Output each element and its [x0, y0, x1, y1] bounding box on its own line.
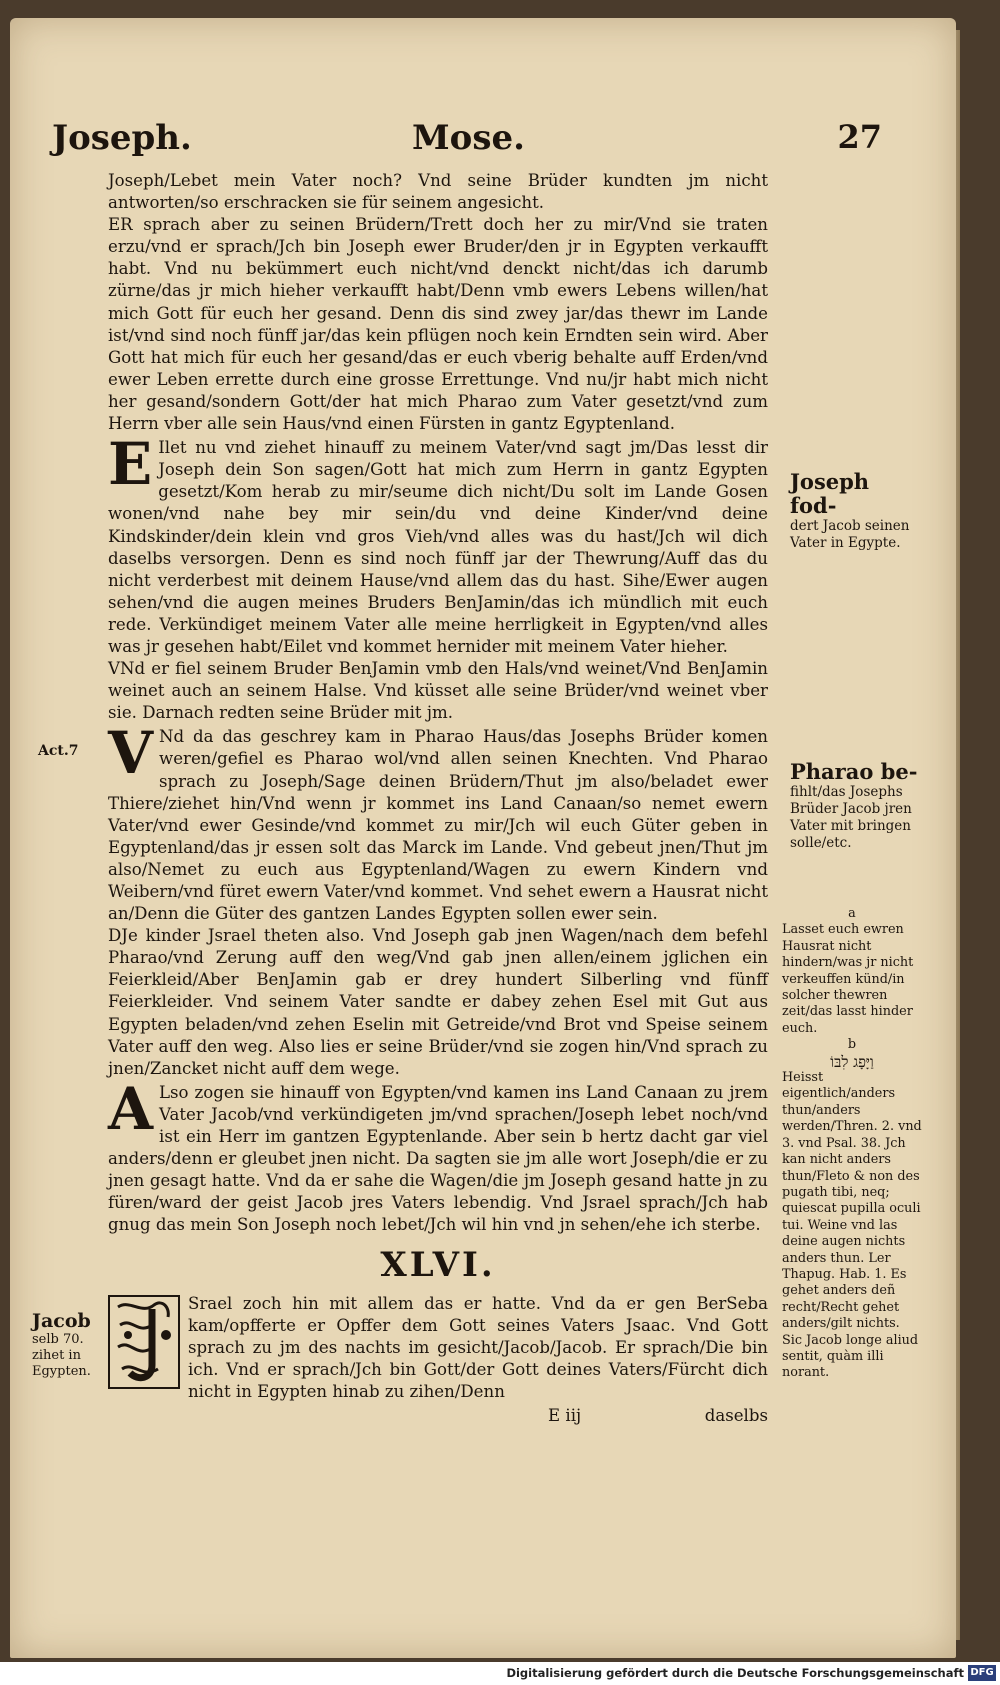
initial-letter: V: [108, 719, 154, 788]
paragraph: VNd er fiel seinem Bruder BenJamin vmb den Hals/vnd weinet/Vnd BenJamin weinet auch an seinem Halse. Vnd küsset alle seine Brüder/vnd weinet vber sie. Darnach redten seine Brüder mit jm.: [108, 659, 768, 723]
chapter-heading: XLVI.: [380, 1244, 496, 1285]
paragraph-text: Ilet nu vnd ziehet hinauff zu meinem Vater/vnd sagt jm/Das lesst dir Joseph dein Son sagen/Gott hat mich zum Herrn in gantz Egypten gesetzt/Kom herab zu mir/seume dich nicht/Du solt im Lande Gosen wonen/vnd nahe bey mir sein/du vnd deine Kinder/vnd deine Kindskinder/dein klein vnd gros Vieh/vnd alles was du hast/Jch wil dich daselbs versorgen. Denn es sind noch fünff jar der Thewrung/Auff das du nicht verderbest mit deinem Hause/vnd allem das du hast. Sihe/Ewer augen sehen/vnd die augen meines Bruders BenJamin/das ich mündlich mit euch rede. Verkündiget meinem Vater alle meine herrligkeit in Egypten/vnd alles was jr gesehen habt/Eilet vnd kommet hernider mit meinem Vater hieher.: [108, 438, 768, 656]
footer-credit: Digitalisierung gefördert durch die Deutsche Forschungsgemeinschaft: [506, 1666, 964, 1680]
paragraph-text: Lso zogen sie hinauff von Egypten/vnd kamen ins Land Canaan zu jrem Vater Jacob/vnd verkündigeten jm/vnd sprachen/Joseph lebet noch/vnd ist ein Herr im gantzen Egyptenlande. Aber sein b hertz dacht gar viel anders/denn er gleubet jnen nicht. Da sagten sie jm alle wort Joseph/die er zu jnen gesagt hatte. Vnd da er sahe die Wagen/die jm Joseph gesand hatte jn zu füren/ward der geist Jacob jres Vaters lebendig. Vnd Jsrael sprach/Jch hab gnug das mein Son Joseph noch lebet/Jch wil hin vnd jn sehen/ehe ich sterbe.: [108, 1082, 768, 1235]
paragraph: [108, 430, 768, 658]
margin-note-jacob: [32, 1310, 104, 1380]
signature-mark: E iij: [548, 1405, 582, 1425]
margin-note-pharao: [790, 760, 918, 852]
gloss-marker: a: [848, 906, 856, 921]
paragraph-text: Nd da das geschrey kam in Pharao Haus/das Josephs Brüder komen weren/gefiel es Pharao wol/vnd allen seinen Knechten. Vnd Pharao sprach zu Joseph/Sage deinen Brüdern/Thut jm also/beladet ewer Thiere/ziehet hin/Vnd wenn jr kommet ins Land Canaan/so nemet ewern Vater/vnd ewer Gesinde/vnd kommet zu mir/Jch wil euch Güter geben in Egyptenland/das jr essen solt das Marck im Lande. Vnd gebeut jnen/Thut jm also/Nemet zu euch aus Egyptenland/Wagen zu ewern Kindern vnd Weibern/vnd füret ewern Vater/vnd kommet. Vnd sehet ewern a Hausrat nicht an/Denn die Güter des gantzen Landes Egypten sollen ewer sein.: [108, 727, 768, 924]
running-head-center: Mose.: [412, 118, 525, 158]
paragraph: ER sprach aber zu seinen Brüdern/Trett doch her zu mir/Vnd sie traten erzu/vnd er sprach/Jch bin Joseph ewer Bruder/den jr in Egypten verkaufft habt. Vnd nu bekümmert euch nicht/vnd denckt nicht/das ich darumb zürne/das jr mich hieher verkaufft habt/Denn vmb ewers Lebens willen/hat mich Gott für euch her gesand. Denn dis sind zwey jar/das thewr im Lande ist/vnd sind noch fünff jar/das kein pflügen noch kein Erndten sein wird. Aber Gott hat mich für euch her gesand/das er euch vberig behalte auff Erden/vnd ewer Leben errette durch eine grosse Errettunge. Vnd nu/jr habt mich nicht her gesand/sondern Gott/der hat mich Pharao zum Vater gesetzt/vnd zum Herrn vber alle sein Haus/vnd einen Fürsten in gantz Egyptenland.: [108, 215, 768, 434]
paragraph-text: Srael zoch hin mit allem das er hatte. Vnd da er gen BerSeba kam/opfferte er Opffer dem Gott seines Vaters Jsaac. Vnd Gott sprach zu jm des nachts im gesicht/Jacob/Jacob. Er sprach/Die bin ich. Vnd er sprach/Jch bin Gott/der Gott deines Vaters/Fürcht dich nicht in Egypten hinab zu zihen/Denn: [188, 1293, 768, 1401]
margin-note-act-ref: Act.7: [38, 743, 79, 759]
initial-letter: A: [108, 1074, 154, 1143]
hebrew-text: וַיָּפָג לִבּוֹ: [830, 1052, 874, 1071]
gloss-marker: b: [847, 1037, 857, 1053]
page-number: 27: [837, 118, 882, 156]
margin-note-text: dert Jacob seinen Vater in Egypte.: [790, 518, 910, 551]
ornamental-initial-j-icon: [108, 1295, 180, 1389]
digitization-footer: [0, 1662, 1000, 1685]
initial-letter: E: [108, 430, 153, 499]
margin-note-heading: Joseph fod-: [790, 469, 870, 518]
running-head-left: Joseph.: [52, 118, 192, 158]
paragraph: DJe kinder Jsrael theten also. Vnd Joseph gab jnen Wagen/nach dem befehl Pharao/vnd Zerung auff den weg/Vnd gab jnen allen/einem jglichen ein Feierkleid/Aber BenJamin gab er drey hundert Silberling vnd fünff Feierkleider. Vnd seinem Vater sandte er dabey zehen Esel mit Gut aus Egypten beladen/vnd zehen Eselin mit Getreide/vnd Brot vnd Speise seinem Vater auff den weg. Also lies er seine Brüder/vnd sie zogen hin/Vnd sprach zu jnen/Zancket nicht auff dem wege.: [108, 926, 768, 1078]
catchword: daselbs: [704, 1405, 768, 1425]
margin-note-heading: Jacob: [32, 1310, 91, 1332]
paragraph: [108, 719, 768, 925]
margin-note-heading: Pharao be-: [790, 759, 918, 784]
main-text-column: [108, 170, 768, 1429]
paragraph: [108, 1074, 768, 1237]
margin-note-gloss: [782, 906, 922, 1382]
dfg-logo: DFG: [968, 1665, 996, 1681]
footer-line: [108, 1405, 768, 1429]
gloss-text: Lasset euch ewren Hausrat nicht hindern/was jr nicht verkeuffen künd/in solcher thewren zeit/das lasst hinder euch.: [782, 922, 914, 1036]
margin-note-text: selb 70. zihet in Egypten.: [32, 1332, 91, 1379]
paragraph: Joseph/Lebet mein Vater noch? Vnd seine Brüder kundten jm nicht antworten/so erschracken sie für seinem angesicht.: [108, 171, 768, 213]
running-head: [52, 118, 882, 168]
gloss-text: Heisst eigentlich/anders thun/anders werden/Thren. 2. vnd 3. vnd Psal. 38. Jch kan nicht anders thun/Fleto & non des pugath tibi, neq; quiescat pupilla oculi tui. Weine vnd las deine augen nichts anders thun. Ler Thapug. Hab. 1. Es gehet anders deñ recht/Recht gehet anders/gilt nichts. Sic Jacob longe aliud sentit, quàm illi norant.: [782, 1070, 922, 1381]
paragraph: [108, 1293, 768, 1403]
margin-note-joseph: [790, 470, 918, 552]
margin-note-text: fihlt/das Josephs Brüder Jacob jren Vater mit bringen solle/etc.: [790, 784, 912, 851]
